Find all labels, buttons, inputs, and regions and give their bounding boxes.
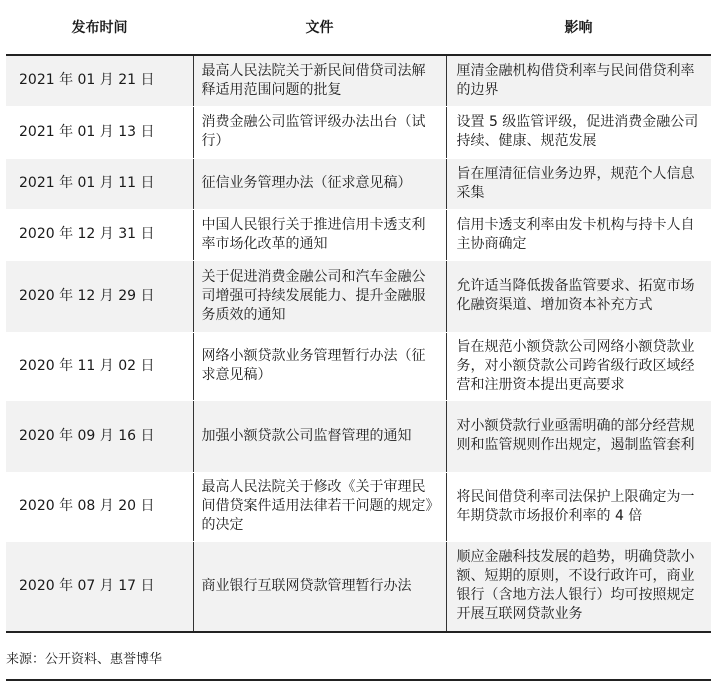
header-document: 文件 xyxy=(193,0,446,55)
impact-cell: 旨在规范小额贷款公司网络小额贷款业务，对小额贷款公司跨省级行政区域经营和注册资本提出更高要求 xyxy=(446,332,711,400)
table-row xyxy=(6,106,711,158)
document-cell: 消费金融公司监管评级办法出台（试行） xyxy=(193,106,446,158)
table-row xyxy=(6,332,711,400)
document-cell: 加强小额贷款公司监督管理的通知 xyxy=(193,400,446,472)
date-cell: 2021 年 01 月 13 日 xyxy=(6,106,193,158)
table-body xyxy=(6,55,711,632)
impact-cell: 设置 5 级监管评级，促进消费金融公司持续、健康、规范发展 xyxy=(446,106,711,158)
header-date: 发布时间 xyxy=(6,0,193,55)
date-cell: 2020 年 08 月 20 日 xyxy=(6,472,193,541)
date-cell: 2021 年 01 月 11 日 xyxy=(6,158,193,209)
date-cell: 2020 年 09 月 16 日 xyxy=(6,400,193,472)
date-cell: 2020 年 12 月 31 日 xyxy=(6,209,193,260)
document-cell: 征信业务管理办法（征求意见稿） xyxy=(193,158,446,209)
impact-cell: 对小额贷款行业亟需明确的部分经营规则和监管规则作出规定，遏制监管套利 xyxy=(446,400,711,472)
header-impact: 影响 xyxy=(446,0,711,55)
table-row xyxy=(6,55,711,106)
header-row xyxy=(6,0,711,55)
date-cell: 2020 年 11 月 02 日 xyxy=(6,332,193,400)
impact-cell: 允许适当降低拨备监管要求、拓宽市场化融资渠道、增加资本补充方式 xyxy=(446,260,711,332)
table-row xyxy=(6,541,711,632)
impact-cell: 旨在厘清征信业务边界，规范个人信息采集 xyxy=(446,158,711,209)
impact-cell: 厘清金融机构借贷利率与民间借贷利率的边界 xyxy=(446,55,711,106)
impact-cell: 信用卡透支利率由发卡机构与持卡人自主协商确定 xyxy=(446,209,711,260)
document-cell: 最高人民法院关于修改《关于审理民间借贷案件适用法律若干问题的规定》的决定 xyxy=(193,472,446,541)
impact-cell: 将民间借贷利率司法保护上限确定为一年期贷款市场报价利率的 4 倍 xyxy=(446,472,711,541)
table-row xyxy=(6,209,711,260)
date-cell: 2021 年 01 月 21 日 xyxy=(6,55,193,106)
impact-cell: 顺应金融科技发展的趋势，明确贷款小额、短期的原则，不设行政许可，商业银行（含地方法人银行）均可按照规定开展互联网贷款业务 xyxy=(446,541,711,632)
table-row xyxy=(6,260,711,332)
policy-table xyxy=(6,0,711,633)
date-cell: 2020 年 07 月 17 日 xyxy=(6,541,193,632)
date-cell: 2020 年 12 月 29 日 xyxy=(6,260,193,332)
document-cell: 中国人民银行关于推进信用卡透支利率市场化改革的通知 xyxy=(193,209,446,260)
table-row xyxy=(6,158,711,209)
table-row xyxy=(6,472,711,541)
document-cell: 关于促进消费金融公司和汽车金融公司增强可持续发展能力、提升金融服务质效的通知 xyxy=(193,260,446,332)
document-cell: 最高人民法院关于新民间借贷司法解释适用范围问题的批复 xyxy=(193,55,446,106)
table-row xyxy=(6,400,711,472)
bottom-divider xyxy=(6,679,711,681)
document-cell: 网络小额贷款业务管理暂行办法（征求意见稿） xyxy=(193,332,446,400)
source-note: 来源：公开资料、惠誉博华 xyxy=(6,652,163,667)
document-cell: 商业银行互联网贷款管理暂行办法 xyxy=(193,541,446,632)
table-header xyxy=(6,0,711,55)
